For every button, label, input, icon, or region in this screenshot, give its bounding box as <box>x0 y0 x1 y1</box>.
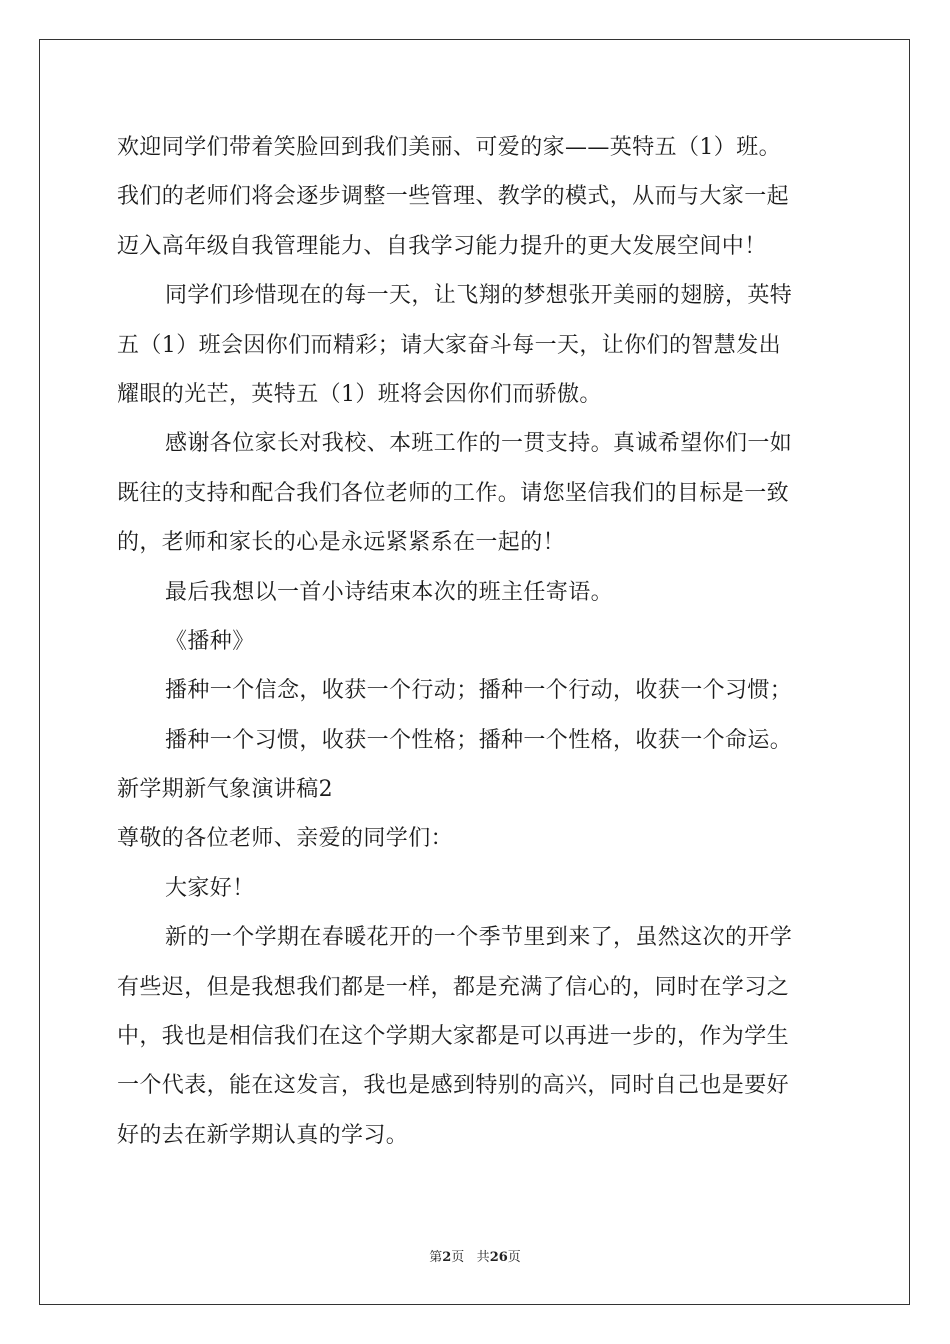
text-line: 欢迎同学们带着笑脸回到我们美丽、可爱的家——英特五（1）班。 <box>117 135 781 160</box>
page-suffix: 页 <box>451 1250 465 1265</box>
text-line: 既往的支持和配合我们各位老师的工作。请您坚信我们的目标是一致 <box>117 480 790 506</box>
text-line: 中，我也是相信我们在这个学期大家都是可以再进一步的，作为学生 <box>117 1024 790 1050</box>
text-line: 新的一个学期在春暖花开的一个季节里到来了，虽然这次的开学 <box>165 925 793 951</box>
text-line: 我们的老师们将会逐步调整一些管理、教学的模式，从而与大家一起 <box>117 184 790 210</box>
text-line: 播种一个信念，收获一个行动；播种一个行动，收获一个习惯； <box>165 678 793 704</box>
text-line: 一个代表，能在这发言，我也是感到特别的高兴，同时自己也是要好 <box>117 1073 790 1099</box>
document-body <box>117 123 837 1160</box>
page-number: 2 <box>442 1250 452 1265</box>
text-line: 感谢各位家长对我校、本班工作的一贯支持。真诚希望你们一如 <box>165 431 793 457</box>
text-line: 大家好！ <box>165 875 255 901</box>
text-line: 《播种》 <box>165 628 255 654</box>
text-line: 新学期新气象演讲稿2 <box>117 777 333 803</box>
page-prefix: 第 <box>429 1250 443 1265</box>
text-line: 同学们珍惜现在的每一天，让飞翔的梦想张开美丽的翅膀，英特 <box>165 283 793 309</box>
text-line: 最后我想以一首小诗结束本次的班主任寄语。 <box>165 579 614 605</box>
text-line: 好的去在新学期认真的学习。 <box>117 1122 409 1148</box>
total-suffix: 页 <box>507 1250 521 1265</box>
total-pages: 26 <box>489 1250 508 1265</box>
text-line: 尊敬的各位老师、亲爱的同学们： <box>117 826 454 852</box>
page-footer <box>0 1246 950 1265</box>
text-line: 迈入高年级自我管理能力、自我学习能力提升的更大发展空间中！ <box>117 233 767 259</box>
text-line: 耀眼的光芒，英特五（1）班将会因你们而骄傲。 <box>117 381 602 407</box>
text-line: 有些迟，但是我想我们都是一样，都是充满了信心的，同时在学习之 <box>117 974 790 1000</box>
text-line: 的，老师和家长的心是永远紧紧系在一起的！ <box>117 530 566 556</box>
text-line: 播种一个习惯，收获一个性格；播种一个性格，收获一个命运。 <box>165 727 793 753</box>
total-prefix: 共 <box>476 1250 490 1265</box>
text-line: 五（1）班会因你们而精彩；请大家奋斗每一天，让你们的智慧发出 <box>117 332 781 358</box>
